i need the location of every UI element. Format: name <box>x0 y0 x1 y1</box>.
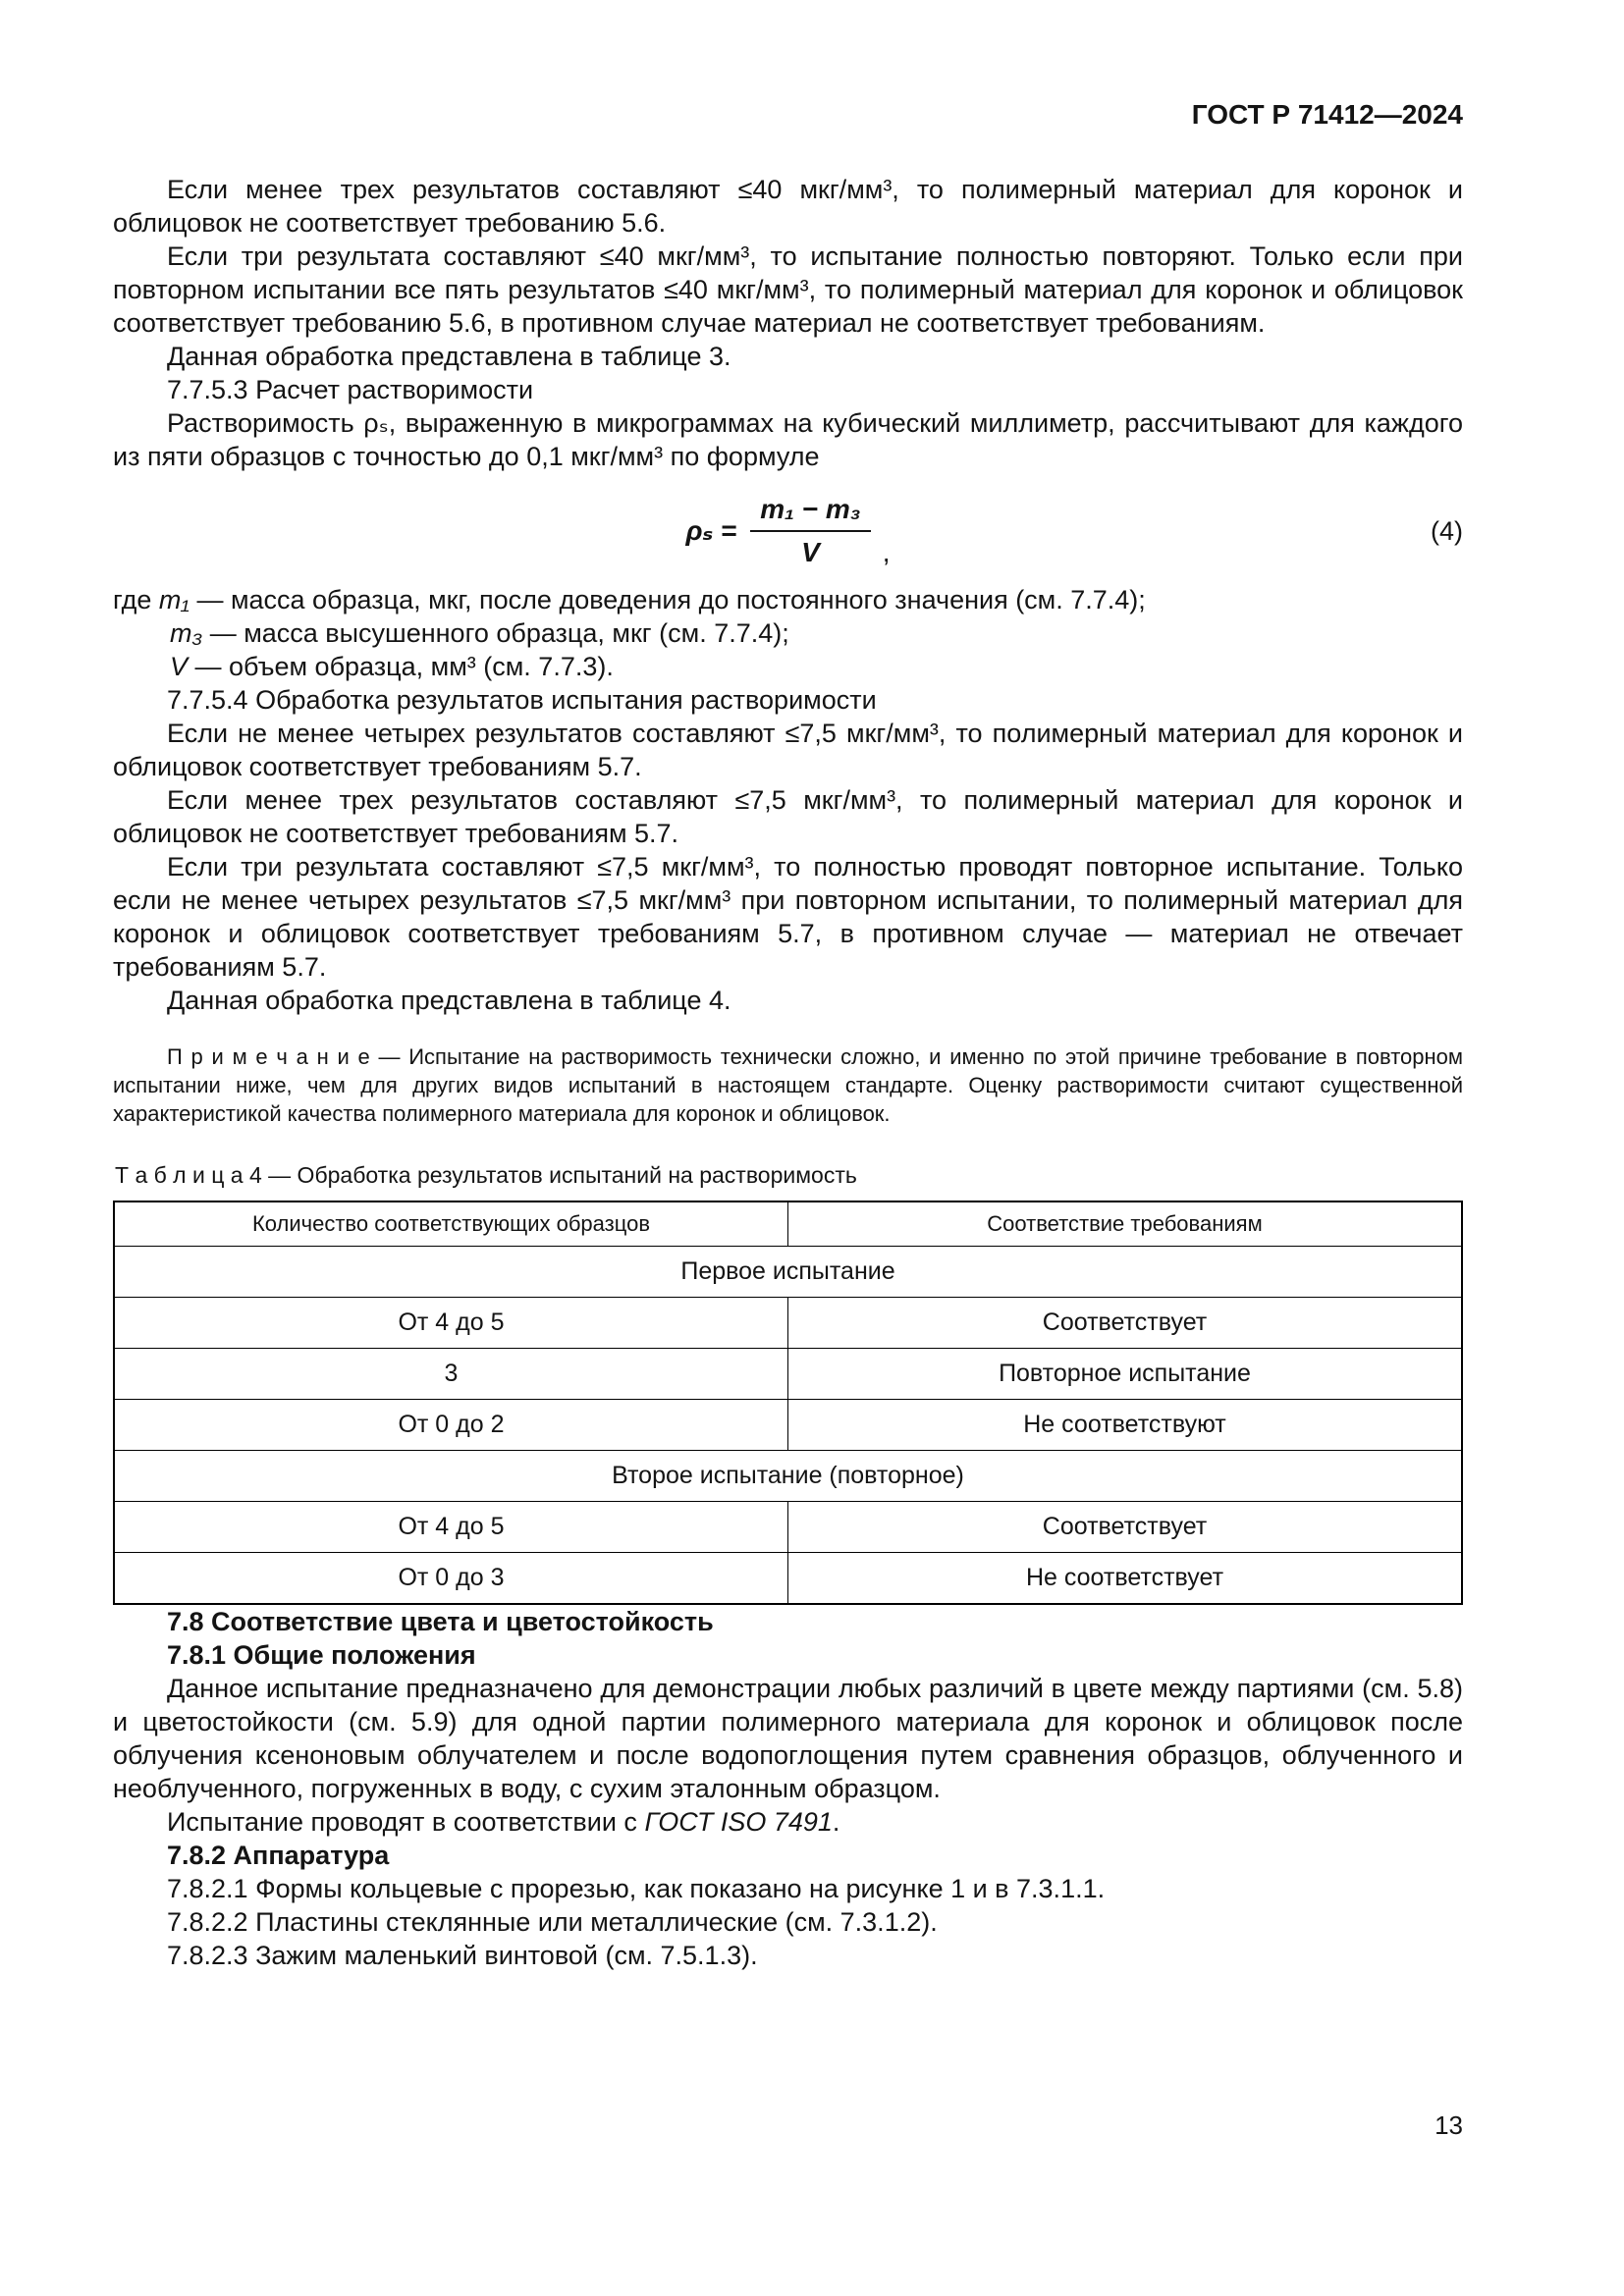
paragraph-solubility-result-1: Если не менее четырех результатов составляют ≤7,5 мкг/мм³, то полимерный материал для коронок и облицовок соответствует требованиям 5.7. <box>113 719 1463 781</box>
where-desc-m1: — масса образца, мкг, после доведения до постоянного значения (см. 7.7.4); <box>189 585 1146 614</box>
gost-iso-7491-reference: ГОСТ ISO 7491 <box>644 1807 833 1837</box>
paragraph-table4-reference: Данная обработка представлена в таблице 4. <box>167 986 731 1015</box>
paragraph-solubility-result-2: Если менее трех результатов составляют ≤7,5 мкг/мм³, то полимерный материал для коронок и облицовок не соответствует требованиям 5.7. <box>113 785 1463 848</box>
paragraph-table3-reference: Данная обработка представлена в таблице 3. <box>167 342 731 371</box>
paragraph-less-than-three-results: Если менее трех результатов составляют ≤40 мкг/мм³, то полимерный материал для коронок и облицовок не соответствует требованию 5.6. <box>113 175 1463 238</box>
table-cell-count: От 4 до 5 <box>114 1298 788 1349</box>
table-row <box>114 1349 1462 1400</box>
heading-7-7-5-3: 7.7.5.3 Расчет растворимости <box>167 375 534 404</box>
table-section-title-first: Первое испытание <box>114 1247 1462 1298</box>
where-desc-m3: — масса высушенного образца, мкг (см. 7.7.4); <box>202 618 789 648</box>
table-cell-count: От 0 до 3 <box>114 1553 788 1605</box>
paragraph-color-test-purpose: Данное испытание предназначено для демонстрации любых различий в цвете между партиями (см. 5.8) и цветостойкости (см. 5.9) для одной партии полимерного материала для коронок и облицовок после облучения ксеноновым облучателем и после водопоглощения путем сравнения образцов, облученного и необлученного, погруженных в воду, с сухим эталонным образцом. <box>113 1674 1463 1803</box>
paragraph-7-8-2-3: 7.8.2.3 Зажим маленький винтовой (см. 7.5.1.3). <box>167 1941 758 1970</box>
page-number: 13 <box>1435 2110 1463 2140</box>
table-cell-count: От 4 до 5 <box>114 1502 788 1553</box>
table-section-title-second: Второе испытание (повторное) <box>114 1451 1462 1502</box>
where-item-m1 <box>113 583 1463 616</box>
paragraph-7-8-2-2: 7.8.2.2 Пластины стеклянные или металлические (см. 7.3.1.2). <box>167 1907 938 1937</box>
where-item-v <box>113 650 1463 683</box>
table-section-row-second-test <box>114 1451 1462 1502</box>
where-item-m3 <box>113 616 1463 650</box>
table-cell-conformity: Соответствует <box>788 1502 1463 1553</box>
note-text: П р и м е ч а н и е — Испытание на растворимость технически сложно, и именно по этой причине требование в повторном испытании ниже, чем для других видов испытаний в настоящем стандарте. Оценку растворимости считают существенной характеристикой качества полимерного материала для коронок и облицовок. <box>113 1044 1463 1126</box>
paragraph-three-results-repeat: Если три результата составляют ≤40 мкг/мм³, то испытание полностью повторяют. Только если при повторном испытании все пять результатов ≤40 мкг/мм³, то полимерный материал для коронок и облицовок соответствует требованию 5.6, в противном случае материал не соответствует требованиям. <box>113 241 1463 338</box>
page-content <box>113 98 1463 1972</box>
formula-numerator: m₁ − m₃ <box>750 493 870 532</box>
formula-expression <box>686 493 891 569</box>
paragraph-gost-iso-reference <box>113 1805 1463 1839</box>
ref-sentence-end: . <box>832 1807 840 1837</box>
table-row <box>114 1400 1462 1451</box>
table-header-row <box>114 1201 1462 1247</box>
table-row <box>114 1502 1462 1553</box>
table-cell-count: 3 <box>114 1349 788 1400</box>
table-col-header-count: Количество соответствующих образцов <box>114 1201 788 1247</box>
formula-block <box>113 493 1463 569</box>
var-m3: m₃ <box>170 618 203 648</box>
heading-7-8-2: 7.8.2 Аппаратура <box>167 1841 390 1870</box>
heading-7-8: 7.8 Соответствие цвета и цветостойкость <box>167 1607 714 1636</box>
table-cell-conformity: Не соответствует <box>788 1553 1463 1605</box>
formula-lhs: ρₛ = <box>685 515 737 546</box>
formula-denominator: V <box>801 537 820 567</box>
var-m1: m₁ <box>158 585 189 614</box>
ref-sentence-start: Испытание проводят в соответствии с <box>167 1807 645 1837</box>
table-cell-conformity: Не соответствуют <box>788 1400 1463 1451</box>
table-4 <box>113 1201 1463 1605</box>
table-cell-conformity: Повторное испытание <box>788 1349 1463 1400</box>
table-col-header-conformity: Соответствие требованиям <box>788 1201 1463 1247</box>
where-list <box>113 583 1463 683</box>
formula-fraction <box>750 493 870 569</box>
heading-7-8-1: 7.8.1 Общие положения <box>167 1640 476 1670</box>
paragraph-solubility-calc-intro: Растворимость ρₛ, выраженную в микрограммах на кубический миллиметр, рассчитывают для каждого из пяти образцов с точностью до 0,1 мкг/мм³ по формуле <box>113 408 1463 471</box>
table-caption: Т а б л и ц а 4 — Обработка результатов испытаний на растворимость <box>115 1162 857 1188</box>
table-cell-count: От 0 до 2 <box>114 1400 788 1451</box>
formula-number: (4) <box>1431 516 1463 546</box>
doc-code: ГОСТ Р 71412—2024 <box>1191 99 1463 130</box>
heading-7-7-5-4: 7.7.5.4 Обработка результатов испытания растворимости <box>167 685 877 715</box>
table-row <box>114 1298 1462 1349</box>
table-cell-conformity: Соответствует <box>788 1298 1463 1349</box>
paragraph-solubility-result-3: Если три результата составляют ≤7,5 мкг/мм³, то полностью проводят повторное испытание. Только если не менее четырех результатов ≤7,5 мкг/мм³ при повторном испытании, то полимерный материал для коронок и облицовок соответствует требованиям 5.7, в противном случае — материал не отвечает требованиям 5.7. <box>113 852 1463 982</box>
table-section-row-first-test <box>114 1247 1462 1298</box>
paragraph-7-8-2-1: 7.8.2.1 Формы кольцевые с прорезью, как показано на рисунке 1 и в 7.3.1.1. <box>167 1874 1106 1903</box>
formula-comma: , <box>882 537 891 567</box>
where-desc-v: — объем образца, мм³ (см. 7.7.3). <box>188 652 614 681</box>
table-row <box>114 1553 1462 1605</box>
var-v: V <box>170 652 189 681</box>
where-lead: где <box>113 585 152 614</box>
